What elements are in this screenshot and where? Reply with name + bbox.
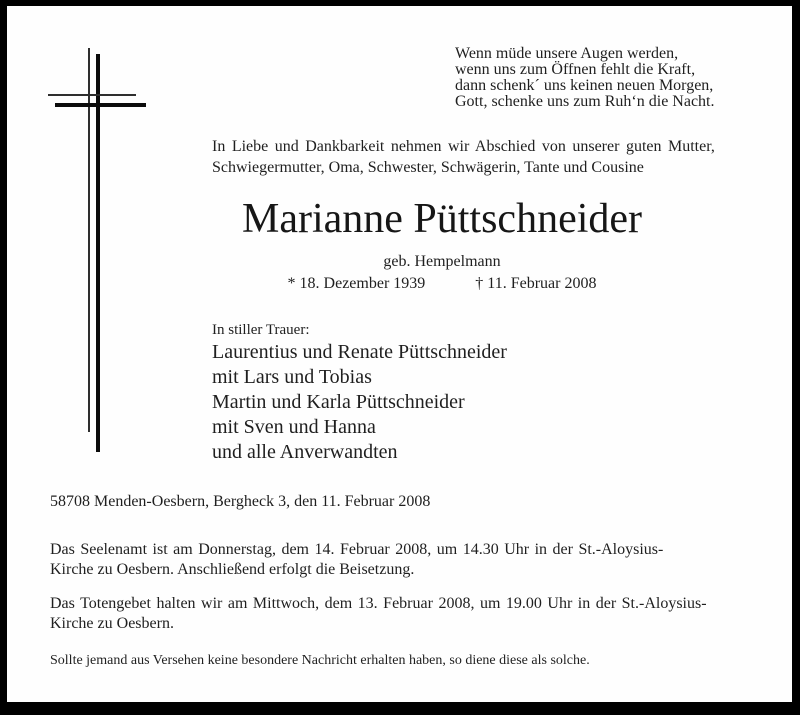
obituary-sheet: [7, 6, 792, 702]
deceased-name: Marianne Püttschneider: [241, 196, 643, 242]
mourner-line: und alle Anverwandten: [212, 441, 398, 463]
prayer-line: Das Totengebet halten wir am Mittwoch, dem 13. Februar 2008, um 19.00 Uhr in der St.-Aloysius-: [50, 595, 707, 612]
deceased-block: [212, 196, 672, 293]
intro-line: Schwiegermutter, Oma, Schwester, Schwägerin, Tante und Cousine: [212, 159, 644, 176]
birth-date: * 18. Dezember 1939: [287, 275, 426, 292]
requiem-line: Kirche zu Oesbern. Anschließend erfolgt die Beisetzung.: [50, 560, 415, 578]
mourner-line: Martin und Karla Püttschneider: [212, 391, 465, 413]
intro-paragraph: [212, 136, 757, 178]
closing-note: Sollte jemand aus Versehen keine besondere Nachricht erhalten haben, so diene diese als solche.: [50, 653, 590, 668]
intro-line: In Liebe und Dankbarkeit nehmen wir Abschied von unserer guten Mutter,: [212, 138, 715, 155]
mourner-line: mit Lars und Tobias: [212, 366, 372, 388]
mourner-line: mit Sven und Hanna: [212, 416, 376, 438]
cross-line-vertical-thick: [96, 54, 100, 452]
cross-line-horizontal-thin: [48, 94, 136, 96]
death-date: † 11. Februar 2008: [475, 275, 597, 292]
requiem-line: Das Seelenamt ist am Donnerstag, dem 14. Februar 2008, um 14.30 Uhr in der St.-Aloysius-: [50, 541, 664, 558]
life-dates: [212, 274, 672, 293]
opening-verse: [455, 46, 715, 110]
mourners-heading: In stiller Trauer:: [212, 322, 310, 338]
place-dateline: 58708 Menden-Oesbern, Bergheck 3, den 11. Februar 2008: [50, 493, 431, 510]
verse-line: Gott, schenke uns zum Ruh‘n die Nacht.: [455, 93, 715, 110]
verse-line: dann schenk´ uns keinen neuen Morgen,: [455, 77, 714, 94]
maiden-name: geb. Hempelmann: [383, 253, 501, 270]
cross-line-horizontal-thick: [55, 103, 146, 107]
verse-line: Wenn müde unsere Augen werden,: [455, 45, 679, 62]
verse-line: wenn uns zum Öffnen fehlt die Kraft,: [455, 61, 696, 78]
prayer-line: Kirche zu Oesbern.: [50, 614, 174, 632]
mourners-block: [212, 320, 507, 465]
mourner-line: Laurentius und Renate Püttschneider: [212, 341, 507, 363]
requiem-paragraph: [50, 540, 756, 579]
prayer-paragraph: [50, 594, 756, 633]
